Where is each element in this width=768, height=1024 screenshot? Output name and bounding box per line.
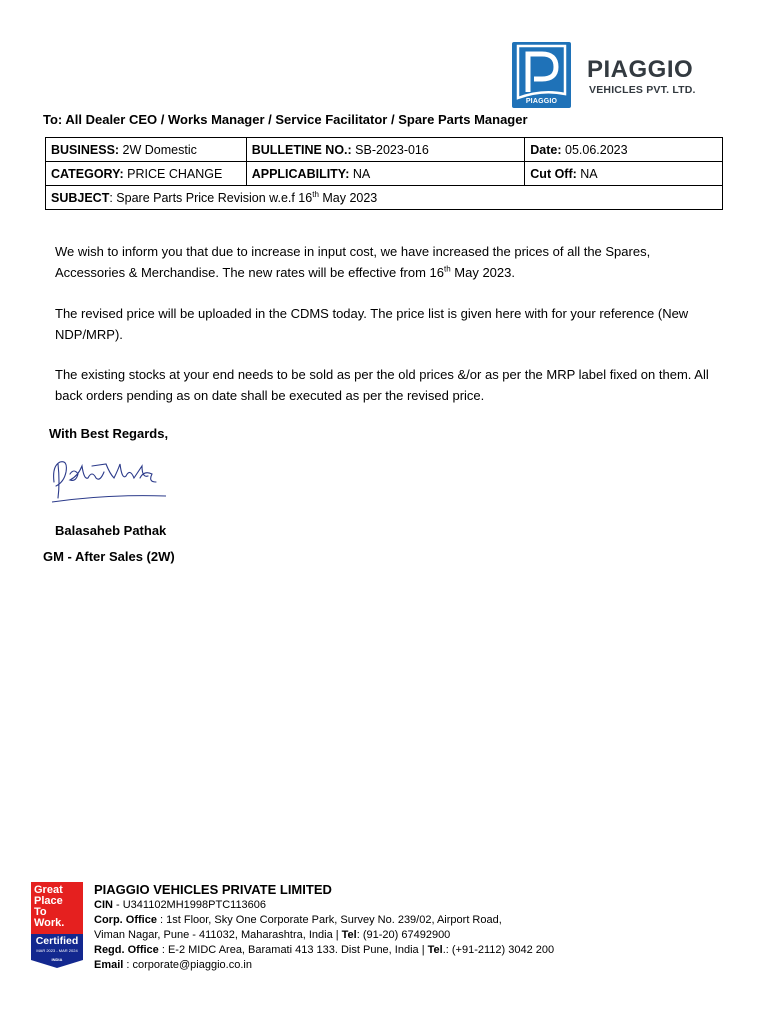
- bulletin-cell: [246, 138, 525, 162]
- date-value: 05.06.2023: [561, 142, 628, 157]
- paragraph-1-tail: May 2023.: [450, 264, 515, 280]
- regd-tel-value: .: (+91-2112) 3042 200: [442, 944, 555, 956]
- table-row: [46, 186, 723, 210]
- gptw-red-block: [31, 882, 83, 934]
- cin-value: - U341102MH1998PTC113606: [112, 899, 267, 911]
- category-label: CATEGORY:: [51, 166, 124, 181]
- corp-office-label: Corp. Office: [94, 914, 157, 926]
- email-label: Email: [94, 959, 124, 971]
- footer-company-name: PIAGGIO VEHICLES PRIVATE LIMITED: [94, 882, 332, 897]
- table-row: [46, 138, 723, 162]
- paragraph-3: The existing stocks at your end needs to be sold as per the old prices &/or as per the MRP label fixed on them. All back orders pending as on date shall be executed as per the revised price.: [55, 367, 709, 403]
- gptw-line4: Work.: [34, 917, 65, 929]
- corp-office-value2: Viman Nagar, Pune - 411032, Maharashtra, India |: [94, 929, 342, 941]
- bulletin-label: BULLETINE NO.:: [251, 142, 352, 157]
- business-cell: [46, 138, 247, 162]
- subject-tail: May 2023: [318, 191, 378, 206]
- cutoff-value: NA: [576, 166, 598, 181]
- subject-value: : Spare Parts Price Revision w.e.f 16: [109, 191, 313, 206]
- paragraph-2: The revised price will be uploaded in the CDMS today. The price list is given here with for your reference (New NDP/MRP).: [55, 306, 689, 342]
- corp-office-value: : 1st Floor, Sky One Corporate Park, Survey No. 239/02, Airport Road,: [156, 914, 502, 926]
- closing-regards: With Best Regards,: [49, 426, 169, 441]
- applicability-cell: [246, 162, 525, 186]
- gptw-certified: Certified: [35, 935, 79, 947]
- regd-office-value: : E-2 MIDC Area, Baramati 413 133. Dist Pune, India |: [158, 944, 428, 956]
- gptw-dates: MAR 2023 - MAR 2024: [36, 948, 78, 953]
- applicability-label: APPLICABILITY:: [251, 166, 350, 181]
- email-value: : corporate@piaggio.co.in: [123, 959, 252, 971]
- footer-regd-office: [94, 944, 554, 956]
- great-place-to-work-badge: [31, 882, 83, 968]
- gptw-line2: Place: [34, 895, 63, 907]
- signatory-name: Balasaheb Pathak: [55, 523, 167, 538]
- bulletin-value: SB-2023-016: [351, 142, 429, 157]
- brand-subtitle: VEHICLES PVT. LTD.: [589, 84, 696, 96]
- paragraph-1: [55, 242, 715, 283]
- gptw-country: INDIA: [51, 957, 63, 962]
- logo-small-text: PIAGGIO: [525, 98, 558, 105]
- bulletin-header-table: [45, 137, 723, 210]
- table-row: [46, 162, 723, 186]
- subject-label: SUBJECT: [51, 191, 110, 206]
- paragraph-1-text: We wish to inform you that due to increase in input cost, we have increased the prices of all the Spares, Accessories & Merchandise. The new rates will be effective from 16: [55, 244, 651, 280]
- applicability-value: NA: [349, 166, 371, 181]
- subject-superscript: th: [312, 189, 319, 199]
- footer-corp-office: [94, 914, 502, 926]
- footer-email: [94, 959, 252, 971]
- category-cell: [46, 162, 247, 186]
- signature-image: [48, 452, 173, 507]
- regd-tel-label: Tel: [427, 944, 443, 956]
- brand-name: PIAGGIO: [587, 56, 694, 83]
- footer-cin: [94, 899, 266, 911]
- gptw-line3: To: [34, 906, 47, 918]
- tel-value: : (91-20) 67492900: [356, 929, 451, 941]
- paragraph-1-superscript: th: [443, 264, 451, 274]
- cin-label: CIN: [94, 899, 113, 911]
- regd-office-label: Regd. Office: [94, 944, 159, 956]
- business-value: 2W Domestic: [119, 142, 197, 157]
- signatory-designation: GM - After Sales (2W): [43, 549, 175, 564]
- footer-corp-office-line2: [94, 929, 450, 941]
- business-label: BUSINESS:: [51, 142, 120, 157]
- date-cell: [525, 138, 723, 162]
- category-value: PRICE CHANGE: [123, 166, 223, 181]
- subject-cell: [46, 186, 723, 210]
- tel-label: Tel: [341, 929, 357, 941]
- cutoff-cell: [525, 162, 723, 186]
- piaggio-logo: [512, 42, 571, 108]
- cutoff-label: Cut Off:: [530, 166, 577, 181]
- gptw-line1: Great: [34, 884, 63, 896]
- date-label: Date:: [530, 142, 562, 157]
- recipients-line: To: All Dealer CEO / Works Manager / Service Facilitator / Spare Parts Manager: [43, 112, 528, 127]
